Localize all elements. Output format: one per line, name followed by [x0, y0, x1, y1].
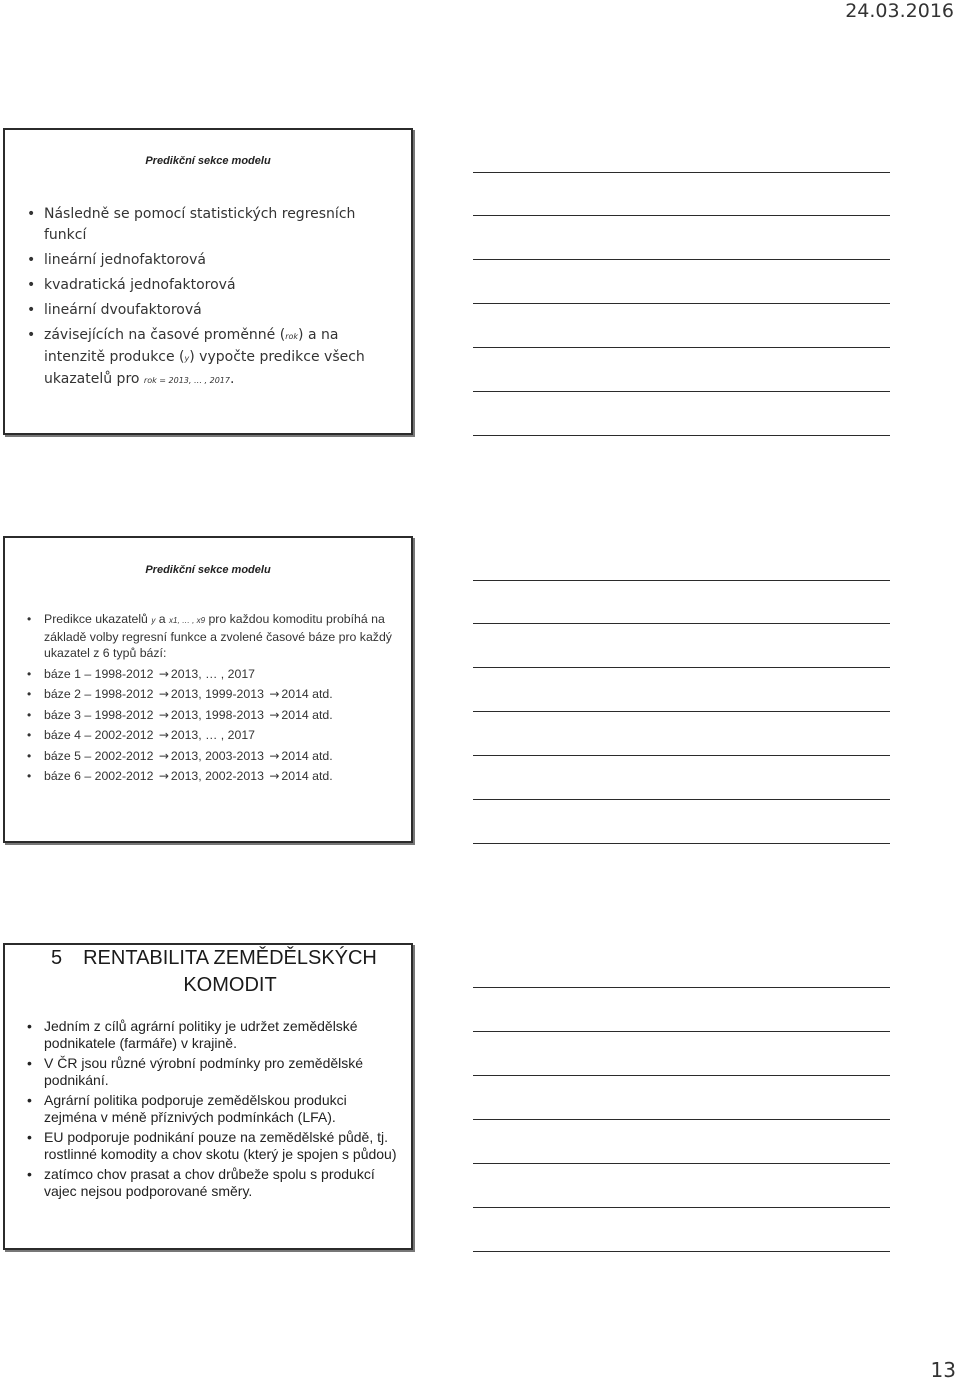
list-item: • kvadratická jednofaktorová — [27, 275, 397, 296]
list-item: • V ČR jsou různé výrobní podmínky pro zemědělské podnikání. — [27, 1055, 397, 1088]
arrow-icon: → — [158, 707, 169, 722]
variable-y: y — [184, 354, 190, 363]
note-line — [473, 623, 890, 624]
note-line — [473, 1031, 890, 1032]
list-item: • lineární dvoufaktorová — [27, 300, 397, 321]
bullet-list — [27, 204, 397, 395]
list-item: • Predikce ukazatelů y a x1, … , x9 pro každou komoditu probíhá na základě volby regresní funkce a zvolené časové báze pro každý ukazatel z 6 typů bází: — [27, 611, 397, 661]
note-line — [473, 755, 890, 756]
slide-title: Predikční sekce modelu — [145, 564, 271, 576]
list-item: • Agrární politika podporuje zemědělskou produkci zejména v méně příznivých podmínkách (LFA). — [27, 1092, 397, 1125]
note-line — [473, 1207, 890, 1208]
slide-title: Predikční sekce modelu — [145, 155, 271, 167]
list-item: • Následně se pomocí statistických regresních funkcí — [27, 204, 397, 246]
arrow-icon: → — [269, 748, 280, 763]
note-line — [473, 347, 890, 348]
arrow-icon: → — [269, 687, 280, 701]
note-line — [473, 711, 890, 712]
note-line — [473, 172, 890, 173]
note-line — [473, 667, 890, 668]
note-line — [473, 580, 890, 581]
base-item: • báze 1 – 1998-2012 → 2013, … , 2017 — [27, 666, 397, 682]
slide-3 — [3, 943, 413, 1250]
section-title: RENTABILITA ZEMĚDĚLSKÝCH KOMODIT — [83, 947, 377, 996]
note-line — [473, 1119, 890, 1120]
year-range: rok = 2013, … , 2017 — [143, 376, 230, 385]
note-line — [473, 391, 890, 392]
arrow-icon: → — [158, 687, 169, 701]
base-item: • báze 3 – 1998-2012 → 2013, 1998-2013 → 2014 atd. — [27, 707, 397, 723]
note-line — [473, 1163, 890, 1164]
note-line — [473, 987, 890, 988]
section-number: 5 — [51, 947, 63, 969]
arrow-icon: → — [158, 666, 169, 681]
bullet-list — [27, 1018, 397, 1203]
note-line — [473, 1251, 890, 1252]
variable-x: x1, … , x9 — [169, 616, 206, 625]
arrow-icon: → — [158, 769, 169, 783]
arrow-icon: → — [158, 728, 169, 742]
note-line — [473, 435, 890, 436]
base-item: • báze 5 – 2002-2012 → 2013, 2003-2013 → 2014 atd. — [27, 748, 397, 764]
base-item: • báze 6 – 2002-2012 → 2013, 2002-2013 → 2014 atd. — [27, 768, 397, 784]
base-item: • báze 2 – 1998-2012 → 2013, 1999-2013 → 2014 atd. — [27, 686, 397, 702]
note-line — [473, 799, 890, 800]
variable-rok: rok — [285, 332, 299, 341]
list-item: • zatímco chov prasat a chov drůbeže spolu s produkcí vajec nejsou podporované směry. — [27, 1166, 397, 1199]
page-number: 13 — [930, 1358, 956, 1382]
base-item: • báze 4 – 2002-2012 → 2013, … , 2017 — [27, 727, 397, 743]
variable-y: y — [151, 616, 156, 625]
bullet-list — [27, 611, 397, 789]
print-date: 24.03.2016 — [845, 0, 954, 22]
slide-1 — [3, 128, 413, 435]
list-item: • závisejících na časové proměnné (rok) a na intenzitě produkce (y) vypočte predikce všech ukazatelů pro rok = 2013, … , 2017. — [27, 325, 397, 391]
arrow-icon: → — [269, 707, 280, 722]
note-line — [473, 303, 890, 304]
note-line — [473, 259, 890, 260]
arrow-icon: → — [158, 748, 169, 763]
note-line — [473, 215, 890, 216]
note-line — [473, 1075, 890, 1076]
list-item: • EU podporuje podnikání pouze na zemědělské půdě, tj. rostlinné komodity a chov skotu (který je spojen s půdou) — [27, 1129, 397, 1162]
section-heading — [33, 945, 397, 999]
note-line — [473, 843, 890, 844]
slide-2 — [3, 536, 413, 843]
list-item: • Jedním z cílů agrární politiky je udržet zemědělské podnikatele (farmáře) v krajině. — [27, 1018, 397, 1051]
arrow-icon: → — [269, 769, 280, 783]
list-item: • lineární jednofaktorová — [27, 250, 397, 271]
